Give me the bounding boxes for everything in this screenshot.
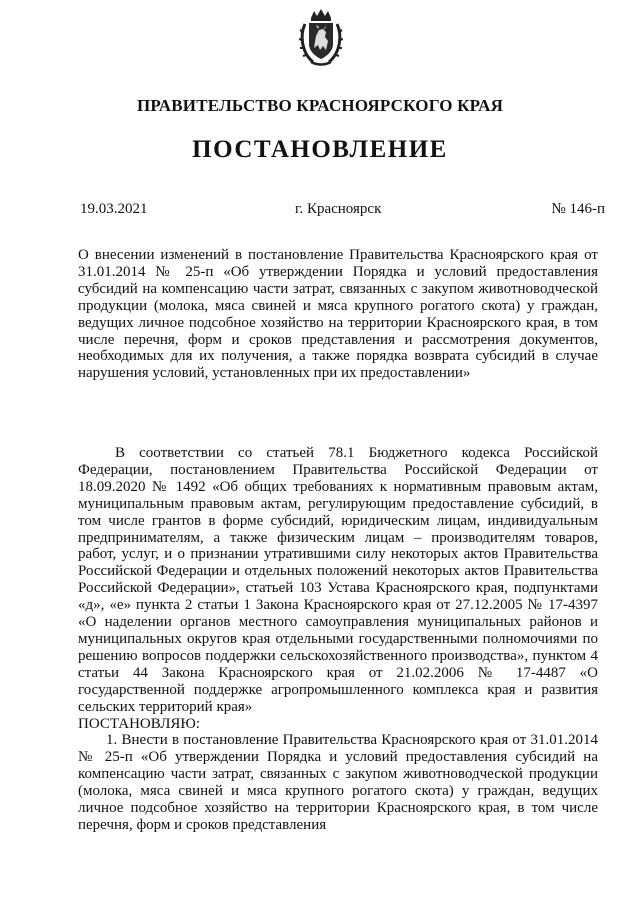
document-date: 19.03.2021	[80, 201, 148, 217]
document-subject: О внесении изменений в постановление Правительства Красноярского края от 31.01.2014 № 25-п «Об утверждении Порядка и условий предоставления субсидий на компенсацию части затрат, связанных с закупом животноводческой продукции (молока, мяса свиней и мяса крупного рогатого скота) у граждан, ведущих личное подсобное хозяйство на территории Красноярского края, в том числе перечня, форм и сроков представления и рассмотрения документов, необходимых для их получения, а также порядка возврата субсидий в случае нарушения условий, установленных при их предоставлении»	[78, 247, 598, 382]
preamble-paragraph: В соответствии со статьей 78.1 Бюджетного кодекса Российской Федерации, постановлением Правительства Российской Федерации от 18.09.2020 № 1492 «Об общих требованиях к нормативным правовым актам, муниципальным правовым актам, регулирующим предоставление субсидий, в том числе грантов в форме субсидий, юридическим лицам, индивидуальным предпринимателям, а также физическим лицам – производителям товаров, работ, услуг, и о признании утратившими силу некоторых актов Правительства Российской Федерации и отдельных положений некоторых актов Правительства Российской Федерации», статьей 103 Устава Красноярского края, подпунктами «д», «е» пункта 2 статьи 1 Закона Красноярского края от 27.12.2005 № 17-4397 «О наделении органов местного самоуправления муниципальных районов и муниципальных округов края отдельными государственными полномочиями по решению вопросов поддержки сельскохозяйственного производства», пунктом 4 статьи 44 Закона Красноярского края от 21.02.2006 № 17-4487 «О государственной поддержке агропромышленного комплекса края и развития сельских территорий края»	[78, 445, 598, 715]
krasnoyarsk-coat-of-arms-icon	[299, 8, 343, 68]
item-1-paragraph: 1. Внести в постановление Правительства Красноярского края от 31.01.2014 № 25-п «Об утверждении Порядка и условий предоставления субсидий на компенсацию части затрат, связанных с закупом животноводческой продукции (молока, мяса свиней и мяса крупного рогатого скота) у граждан, ведущих личное подсобное хозяйство на территории Красноярского края, в том числе перечня, форм и сроков представления	[78, 732, 598, 833]
document-body	[78, 445, 598, 834]
document-meta-row	[80, 201, 605, 221]
document-type-title: ПОСТАНОВЛЕНИЕ	[192, 136, 448, 163]
government-title: ПРАВИТЕЛЬСТВО КРАСНОЯРСКОГО КРАЯ	[136, 96, 504, 115]
document-number: № 146-п	[551, 201, 605, 217]
document-city: г. Красноярск	[295, 201, 382, 217]
resolve-heading: ПОСТАНОВЛЯЮ:	[78, 715, 200, 732]
